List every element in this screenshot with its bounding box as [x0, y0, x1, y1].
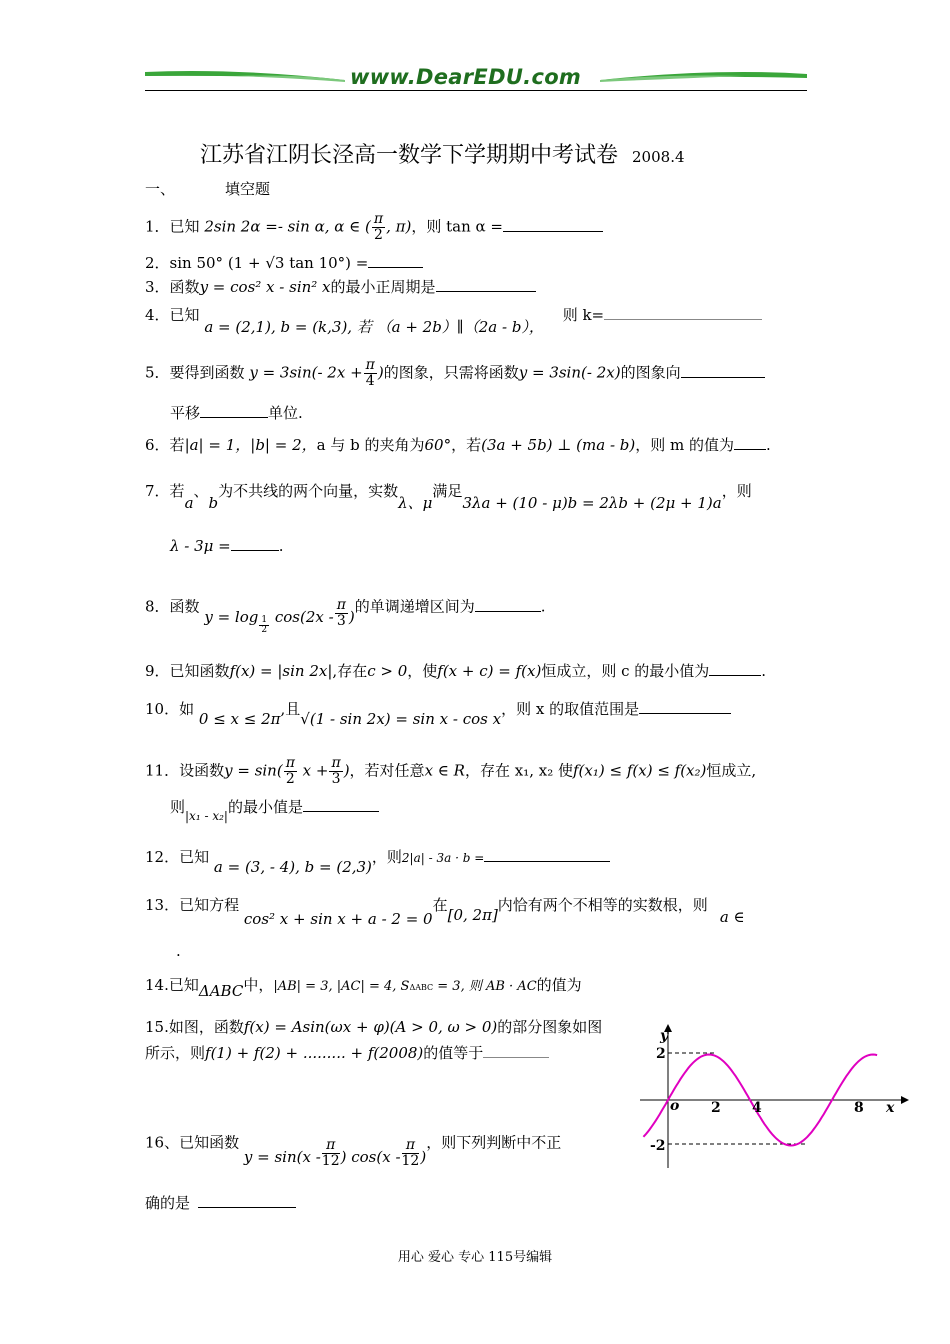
tick-label-4: 4	[752, 1100, 762, 1116]
q6-expr1: |a| = 1，|b| = 2，	[184, 436, 317, 454]
q16-frac1-num: π	[322, 1138, 340, 1154]
question-8	[145, 592, 546, 635]
title-year: 2008.4	[632, 148, 685, 166]
page-title	[200, 138, 685, 169]
q11-pre: 设函数	[179, 761, 225, 780]
x-axis-label: x	[886, 1100, 895, 1116]
question-16	[145, 1128, 562, 1169]
question-7	[145, 480, 752, 512]
question-4	[145, 304, 762, 336]
q16-line2: 确的是	[145, 1194, 191, 1212]
q16-frac2	[402, 1138, 420, 1169]
q11-frac1-den: 2	[285, 771, 295, 787]
q10-mid: ,且	[280, 700, 301, 718]
q7-number: 7．	[145, 482, 170, 500]
q14-mid: 中，	[243, 976, 274, 994]
q16-expr1c: )	[420, 1147, 427, 1166]
q11-mid: ，若对任意	[349, 761, 425, 780]
q11-mid2: ，存在 x₁, x₂ 使	[464, 761, 573, 780]
question-11-line2	[170, 796, 379, 823]
q4-post: 则 k=	[562, 306, 605, 324]
q11-frac1	[284, 756, 297, 787]
q5-line2b: 单位.	[268, 404, 303, 422]
q10-answer-blank[interactable]	[639, 707, 731, 714]
origin-label: o	[670, 1098, 680, 1114]
q8-expr3: )	[348, 607, 355, 626]
q6-pre: 若	[169, 436, 185, 454]
q6-end: .	[766, 436, 771, 454]
q4-number: 4．	[145, 306, 170, 324]
question-15	[145, 1016, 602, 1037]
q8-frac	[335, 598, 348, 629]
q2-expr: sin 50° (1 + √3 tan 10°) =	[169, 254, 369, 272]
q11-line2a: 则	[170, 798, 186, 816]
title-main: 江苏省江阴长泾高一数学下学期期中考试卷	[200, 143, 619, 168]
q13-mid: 在	[432, 896, 448, 914]
q7-line2: λ - 3μ =	[170, 537, 231, 555]
q16-expr1: y = sin(x -	[243, 1147, 321, 1166]
q16-number: 16、	[145, 1133, 180, 1152]
question-16-line2	[145, 1192, 296, 1213]
q11-answer-blank[interactable]	[303, 797, 379, 812]
q8-expr2: cos(2x -	[270, 607, 334, 626]
tick-label-2: 2	[711, 1100, 721, 1116]
q1-frac-den: 2	[374, 227, 383, 243]
q9-number: 9．	[145, 662, 170, 680]
q14-number: 14.	[145, 976, 169, 994]
q7-mid2: 满足	[432, 482, 463, 500]
q1-text: 已知	[169, 217, 200, 236]
q13-number: 13．	[145, 896, 180, 914]
q8-end: .	[540, 597, 546, 616]
q11-frac2-den: 3	[331, 771, 341, 787]
q1-post: ，则 tan α =	[411, 217, 503, 236]
q9-mid1: ,存在	[332, 662, 368, 680]
q8-base-num: 1	[261, 615, 268, 625]
q11-expr1b: x +	[297, 761, 329, 780]
q16-post: ，则下列判断中不正	[426, 1133, 562, 1152]
q3-answer-blank[interactable]	[436, 277, 536, 292]
q7-vec-b: b	[208, 494, 219, 512]
sine-graph	[632, 1020, 912, 1170]
q12-answer-blank[interactable]	[484, 847, 610, 862]
q16-frac1	[322, 1138, 340, 1169]
q5-post: 的图象向	[620, 363, 681, 382]
section-heading	[145, 178, 270, 199]
q15-answer-blank[interactable]	[483, 1043, 549, 1058]
q10-pre: 如	[179, 700, 195, 718]
q12-mid: ，则	[371, 848, 402, 866]
q7-end: .	[278, 537, 284, 555]
q4-expr: a = (2,1), b = (k,3), 若 （a + 2b）∥（2a - b），	[204, 318, 544, 336]
q13-pre: 已知方程	[179, 896, 240, 914]
q15-post: 的部分图象如图	[497, 1018, 603, 1036]
q13-expr3: a ∈	[719, 908, 745, 926]
q14-sub: ΔABC	[409, 983, 434, 992]
q16-frac1-den: 12	[321, 1153, 340, 1169]
q5-frac-den: 4	[365, 373, 375, 389]
q5-mid: 的图象，只需将函数	[383, 363, 519, 382]
q9-pre: 已知函数	[169, 662, 230, 680]
q16-answer-blank[interactable]	[198, 1193, 296, 1208]
q7-lambda-mu: λ、μ	[398, 494, 433, 512]
q3-pre: 函数	[169, 278, 200, 296]
q5-frac-num: π	[365, 357, 375, 373]
q16-expr1b: ) cos(x -	[340, 1147, 401, 1166]
q14-pre: 已知	[168, 976, 199, 994]
q5-frac	[364, 358, 377, 389]
question-7-line2	[170, 536, 284, 555]
q15-line2a: 所示，则	[145, 1044, 206, 1062]
q11-number: 11．	[145, 761, 180, 780]
q5-pre: 要得到函数	[169, 363, 245, 382]
q12-expr: a = (3, - 4), b = (2,3)	[213, 858, 372, 876]
q11-line2b: 的最小值是	[227, 798, 303, 816]
q9-answer-blank[interactable]	[709, 661, 761, 676]
q1-frac-num: π	[373, 211, 384, 227]
q12-number: 12．	[145, 848, 180, 866]
question-15-line2	[145, 1042, 549, 1063]
q16-pre: 已知函数	[179, 1133, 240, 1152]
q11-expr2: x ∈ R	[424, 761, 465, 780]
q6-mid1: a 与 b 的夹角为	[316, 436, 425, 454]
q7-mid: 为不共线的两个向量，实数	[218, 482, 399, 500]
q10-expr2: √(1 - sin 2x) = sin x - cos x	[300, 710, 502, 728]
site-logo: www.DearEDU.com	[350, 65, 582, 89]
q12-pre: 已知	[179, 848, 210, 866]
q8-post: 的单调递增区间为	[354, 597, 475, 616]
q11-frac1-num: π	[285, 755, 295, 771]
q1-number: 1．	[145, 217, 170, 236]
q9-mid2: ，使	[407, 662, 438, 680]
question-3	[145, 276, 536, 297]
q7-expr: 3λa + (10 - μ)b = 2λb + (2μ + 1)a	[462, 494, 722, 512]
q1-frac	[372, 212, 385, 243]
q1-expr: 2sin 2α =- sin α, α ∈ (	[204, 217, 371, 236]
q6-expr3: (3a + 5b) ⊥ (ma - b)	[481, 436, 636, 454]
q13-expr2: [0, 2π]	[447, 906, 498, 924]
q3-number: 3．	[145, 278, 170, 296]
q8-log-base	[259, 616, 269, 635]
q5-expr2: y = 3sin(- 2x)	[518, 363, 621, 382]
q6-expr2: 60°	[424, 436, 452, 454]
q14-expr3: = 3, 则 AB · AC	[433, 979, 537, 994]
q14-expr1: ΔABC	[198, 982, 244, 1000]
q15-line2b: 的值等于	[423, 1044, 484, 1062]
q16-frac2-den: 12	[401, 1153, 420, 1169]
q1-answer-blank[interactable]	[503, 217, 603, 232]
q11-frac2-num: π	[331, 755, 341, 771]
q7-vec-a: a	[184, 494, 194, 512]
question-5-line2	[170, 402, 303, 423]
q8-frac-den: 3	[336, 613, 346, 629]
q11-expr1: y = sin(	[224, 761, 283, 780]
q13-end: .	[176, 942, 181, 960]
q6-mid2: ，若	[451, 436, 482, 454]
q4-pre: 已知	[169, 306, 200, 324]
q9-end: .	[761, 662, 767, 680]
q8-frac-num: π	[336, 597, 346, 613]
q5-number: 5．	[145, 363, 170, 382]
question-5	[145, 358, 765, 389]
y-axis-label: y	[660, 1028, 669, 1044]
q2-number: 2．	[145, 254, 170, 272]
q13-post: 内恰有两个不相等的实数根，则	[497, 896, 708, 914]
q1-expr2: , π)	[386, 217, 412, 236]
q7-post: ，则	[721, 482, 752, 500]
question-14	[145, 974, 582, 1000]
header-rule	[145, 90, 807, 91]
q15-number: 15.	[145, 1018, 169, 1036]
q7-sep: 、	[193, 482, 209, 500]
q5-expr1b: )	[377, 363, 384, 382]
q11-post: 恒成立,	[706, 761, 757, 780]
question-6	[145, 434, 771, 455]
question-9	[145, 660, 766, 681]
question-10	[145, 698, 731, 728]
tick-label-8: 8	[854, 1100, 864, 1116]
page-footer: 用心 爱心 专心 115号编辑	[397, 1250, 553, 1265]
q16-frac2-num: π	[402, 1138, 420, 1154]
q9-expr1: f(x) = |sin 2x|	[229, 662, 333, 680]
q8-base-den: 2	[261, 625, 268, 635]
q4-answer-blank[interactable]	[604, 305, 762, 320]
question-2	[145, 252, 423, 273]
q8-expr: y = log	[204, 607, 259, 626]
y-max-label: 2	[656, 1046, 666, 1062]
q7-pre: 若	[169, 482, 185, 500]
q15-pre: 如图，函数	[168, 1018, 244, 1036]
q10-expr1: 0 ≤ x ≤ 2π	[198, 710, 281, 728]
q13-expr: cos² x + sin x + a - 2 = 0	[243, 910, 433, 928]
q11-expr3: f(x₁) ≤ f(x) ≤ f(x₂)	[573, 761, 707, 780]
q12-expr2: 2|a| - 3a · b =	[401, 851, 485, 865]
q9-expr3: f(x + c) = f(x)	[437, 662, 542, 680]
q15-expr: f(x) = Asin(ωx + φ)(A > 0, ω > 0)	[243, 1018, 498, 1036]
q8-number: 8．	[145, 597, 170, 616]
q3-expr: y = cos² x - sin² x	[199, 278, 331, 296]
q5-expr1: y = 3sin(- 2x +	[249, 363, 363, 382]
q10-number: 10．	[145, 700, 180, 718]
q5-line2a: 平移	[170, 404, 201, 422]
q14-expr2: |AB| = 3, |AC| = 4, S	[273, 979, 410, 994]
q11-frac2	[329, 756, 342, 787]
q5-shift-blank[interactable]	[200, 403, 268, 418]
q8-answer-blank[interactable]	[475, 597, 541, 612]
q6-number: 6．	[145, 436, 170, 454]
q8-pre: 函数	[169, 597, 200, 616]
question-1	[145, 212, 603, 243]
question-12	[145, 846, 610, 876]
section-number: 一、	[145, 180, 176, 198]
q2-answer-blank[interactable]	[368, 253, 423, 268]
section-name: 填空题	[225, 180, 271, 198]
q3-post: 的最小正周期是	[330, 278, 436, 296]
q6-post: ，则 m 的值为	[635, 436, 735, 454]
q7-answer-blank[interactable]	[231, 536, 279, 551]
q11-line2expr: |x₁ - x₂|	[185, 809, 228, 823]
q10-post: ，则 x 的取值范围是	[501, 700, 640, 718]
q9-post: 恒成立，则 c 的最小值为	[541, 662, 710, 680]
q11-expr1c: )	[343, 761, 350, 780]
q15-line2expr: f(1) + f(2) + ......... + f(2008)	[205, 1044, 424, 1062]
q5-direction-blank[interactable]	[681, 363, 765, 378]
q9-expr2: c > 0	[367, 662, 408, 680]
y-min-label: -2	[650, 1138, 666, 1154]
question-11	[145, 756, 756, 787]
q6-answer-blank[interactable]	[734, 435, 766, 450]
question-13	[145, 894, 745, 928]
q14-post: 的值为	[536, 976, 582, 994]
